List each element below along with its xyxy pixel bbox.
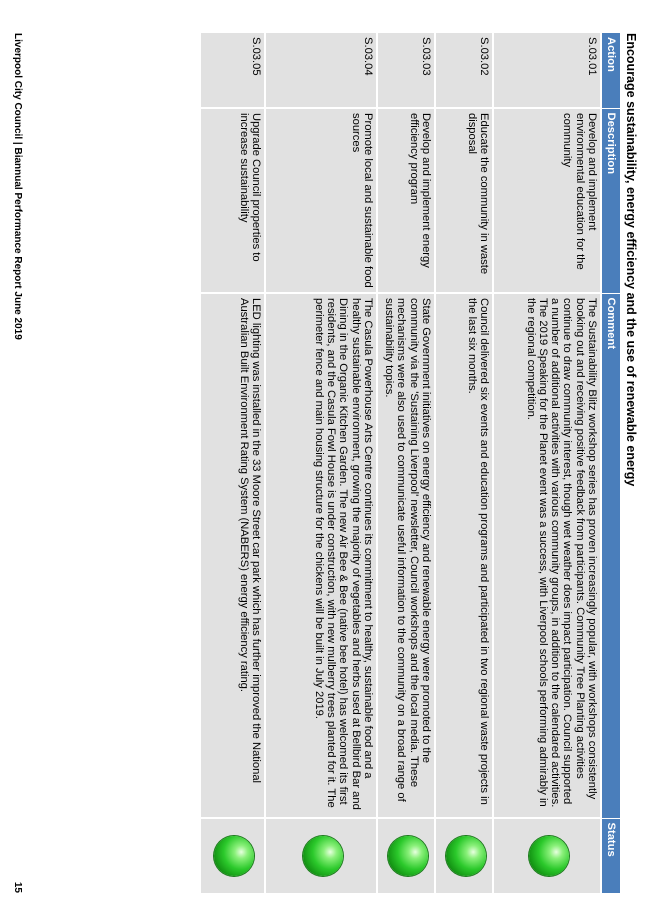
green-status-indicator-icon (446, 836, 486, 876)
status-cell (493, 818, 601, 893)
action-description: Develop and implement environmental education for the community (493, 108, 601, 293)
green-status-indicator-icon (303, 836, 343, 876)
header-status: Status (601, 818, 620, 893)
section-title: Encourage sustainability, energy efficiency and the use of renewable energy (624, 33, 638, 487)
footer-report-title: Liverpool City Council | Biannual Performance Report June 2019 (12, 33, 23, 340)
table-row (265, 33, 377, 893)
action-code: S.03.01 (493, 33, 601, 108)
action-code: S.03.02 (435, 33, 493, 108)
status-cell (377, 818, 435, 893)
action-comment: State Government initiatives on energy efficiency and renewable energy were promoted to the community via the 'Sustaining Liverpool' newsletter, Council workshops and the local media. These mechanisms were also used to communicate useful information to the community on a broad range of sustainability topics. (377, 293, 435, 818)
action-description: Promote local and sustainable food sources (265, 108, 377, 293)
table-row (493, 33, 601, 893)
green-status-indicator-icon (214, 836, 254, 876)
header-action: Action (601, 33, 620, 108)
action-comment: The Sustainability Blitz workshop series has proven increasingly popular, with workshops consistently booking out and receiving positive feedback from participants. Community Tree Planting activities continue to draw community interest, though wet weather does impact participation. Council supported a number of additional activities with various community groups, in addition to the calendared activities. The 2019 Speaking for the Planet event was a success, with Liverpool schools performing admirably in the regional competition. (493, 293, 601, 818)
status-cell (265, 818, 377, 893)
action-comment: The Casula Powerhouse Arts Centre continues its commitment to healthy, sustainable food and a healthy sustainable environment, growing the majority of vegetables and herbs used at Bellbird Bar and Dining in the Organic Kitchen Garden. The new Air Bee & Bee (native bee hotel) has welcomed its first residents, and the Casula Fowl House is under construction, with new mulberry trees planted for it. The perimeter fence and main housing structure for the chickens will be built in July 2019. (265, 293, 377, 818)
table-row (201, 33, 265, 893)
status-cell (201, 818, 265, 893)
action-code: S.03.03 (377, 33, 435, 108)
action-code: S.03.05 (201, 33, 265, 108)
action-comment: Council delivered six events and education programs and participated in two regional waste projects in the last six months. (435, 293, 493, 818)
action-description: Develop and implement energy efficiency program (377, 108, 435, 293)
status-cell (435, 818, 493, 893)
action-comment: LED lighting was installed in the 33 Moore Street car park which has further improved the National Australian Built Environment Rating System (NABERS) energy efficiency rating. (201, 293, 265, 818)
table-row (435, 33, 493, 893)
actions-table (201, 33, 620, 894)
action-description: Upgrade Council properties to increase sustainability (201, 108, 265, 293)
action-code: S.03.04 (265, 33, 377, 108)
green-status-indicator-icon (388, 836, 428, 876)
table-row (377, 33, 435, 893)
header-description: Description (601, 108, 620, 293)
green-status-indicator-icon (529, 836, 569, 876)
header-comment: Comment (601, 293, 620, 818)
action-description: Educate the community in waste disposal (435, 108, 493, 293)
page-number: 15 (12, 881, 23, 893)
table-header-row (601, 33, 620, 893)
